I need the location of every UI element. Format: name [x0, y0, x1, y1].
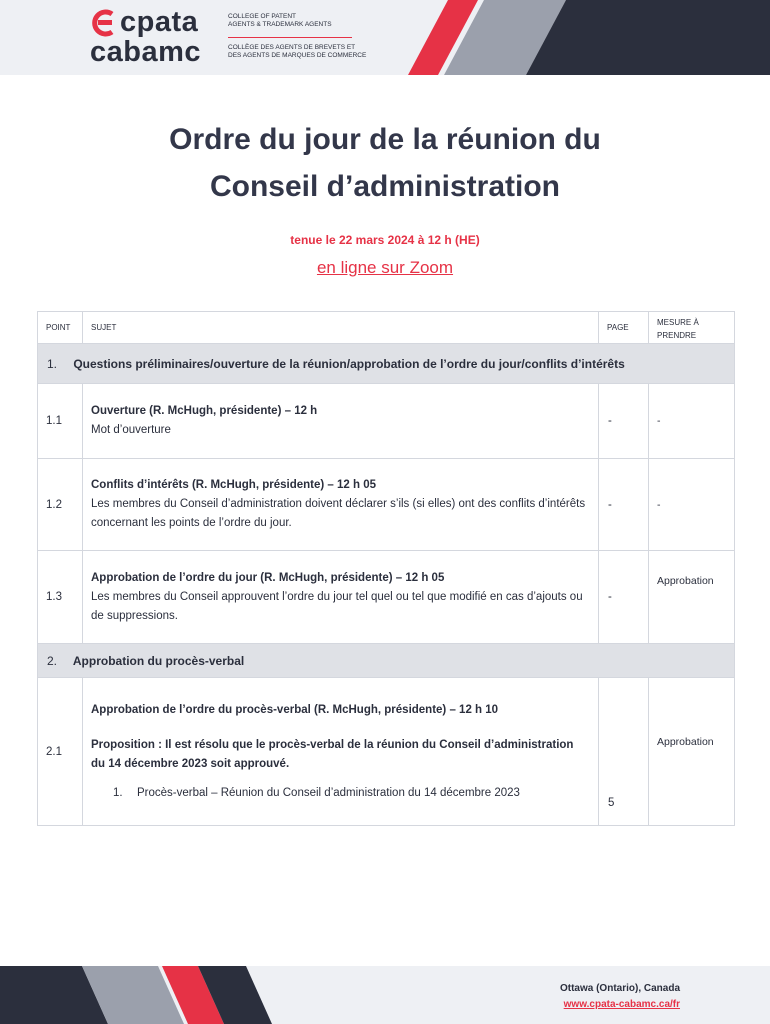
- title-line1: Ordre du jour de la réunion du: [169, 123, 601, 156]
- list-item-number: 1.: [113, 786, 123, 799]
- header-navy-block: [526, 0, 770, 75]
- header-mesure-line2: PRENDRE: [657, 331, 697, 340]
- college-en-line2: AGENTS & TRADEMARK AGENTS: [228, 21, 332, 28]
- section-2-cell: [38, 644, 735, 678]
- item-description: Les membres du Conseil d’administration doivent déclarer s’ils (si elles) ont des conflits d’intérêts concernant les points de l’ordre du jour.: [91, 498, 586, 529]
- footer-decoration: [0, 966, 770, 1024]
- item-point: 1.2: [38, 459, 83, 551]
- zoom-link[interactable]: en ligne sur Zoom: [316, 258, 454, 277]
- item-measure: [649, 551, 735, 644]
- list-item: [91, 784, 590, 803]
- page-header: [0, 0, 770, 75]
- item-measure: -: [649, 459, 735, 551]
- item-description: Mot d’ouverture: [91, 424, 171, 436]
- table-row: [38, 384, 735, 459]
- section-1-title: Questions préliminaires/ouverture de la réunion/approbation de l’ordre du jour/conflits d’intérêts: [73, 356, 625, 371]
- table-row: [38, 459, 735, 551]
- cpata-logo: [90, 6, 220, 66]
- college-name-en: [228, 13, 332, 29]
- section-2-number: 2.: [47, 653, 58, 668]
- agenda-table: [37, 311, 735, 826]
- item-subject: [83, 678, 599, 826]
- header-page: PAGE: [599, 312, 649, 344]
- item-subject: [83, 551, 599, 644]
- section-row-1: [38, 344, 735, 384]
- logo-text-cabamc: cabamc: [90, 36, 202, 68]
- item-subject: [83, 384, 599, 459]
- table-header-row: [38, 312, 735, 344]
- item-page: -: [599, 384, 649, 459]
- document-title: [0, 116, 770, 210]
- item-title: Ouverture (R. McHugh, présidente) – 12 h: [91, 405, 318, 417]
- college-fr-line1: COLLÈGE DES AGENTS DE BREVETS ET: [228, 44, 356, 51]
- page-footer: [0, 966, 770, 1024]
- item-description: Les membres du Conseil approuvent l’ordre du jour tel quel ou tel que modifié en cas d’ajouts ou de suppressions.: [91, 590, 583, 622]
- college-name-fr: [228, 44, 366, 60]
- header-point: POINT: [38, 312, 83, 344]
- title-line2: Conseil d’administration: [209, 170, 561, 203]
- section-row-2: [38, 644, 735, 678]
- item-page: 5: [599, 678, 649, 826]
- header-mesure-line1: MESURE À: [657, 318, 699, 327]
- meeting-date: tenue le 22 mars 2024 à 12 h (HE): [290, 233, 480, 247]
- college-divider: [228, 37, 352, 38]
- header-sujet: SUJET: [83, 312, 599, 344]
- item-subject: [83, 459, 599, 551]
- section-2-title: Approbation du procès-verbal: [72, 653, 245, 668]
- footer-city: Ottawa (Ontario), Canada: [559, 983, 680, 994]
- item-measure-text: Approbation: [657, 575, 714, 587]
- item-point: 1.1: [38, 384, 83, 459]
- item-page: -: [599, 459, 649, 551]
- table-row: [38, 678, 735, 826]
- item-proposal: Proposition : Il est résolu que le procès-verbal de la réunion du Conseil d’administration du 14 décembre 2023 soit approuvé.: [91, 738, 574, 770]
- college-en-line1: COLLEGE OF PATENT: [228, 13, 297, 20]
- item-point: 2.1: [38, 678, 83, 826]
- section-1-number: 1.: [47, 356, 58, 371]
- logo-text-cpata: cpata: [120, 6, 199, 38]
- item-title: Approbation de l’ordre du jour (R. McHugh, présidente) – 12 h 05: [91, 571, 445, 584]
- header-mesure: [649, 312, 735, 344]
- logo-c-icon: [90, 8, 118, 38]
- college-fr-line2: DES AGENTS DE MARQUES DE COMMERCE: [228, 52, 367, 59]
- table-row: [38, 551, 735, 644]
- list-item-text[interactable]: Procès-verbal – Réunion du Conseil d’administration du 14 décembre 2023: [137, 786, 520, 799]
- footer-website-link[interactable]: www.cpata-cabamc.ca/fr: [563, 999, 680, 1010]
- item-title: Approbation de l’ordre du procès-verbal (R. McHugh, présidente) – 12 h 10: [91, 703, 499, 716]
- item-page: -: [599, 551, 649, 644]
- section-1-cell: [38, 344, 735, 384]
- item-point: 1.3: [38, 551, 83, 644]
- item-title: Conflits d’intérêts (R. McHugh, présidente) – 12 h 05: [91, 479, 376, 491]
- item-measure: Approbation: [649, 678, 735, 826]
- item-measure: -: [649, 384, 735, 459]
